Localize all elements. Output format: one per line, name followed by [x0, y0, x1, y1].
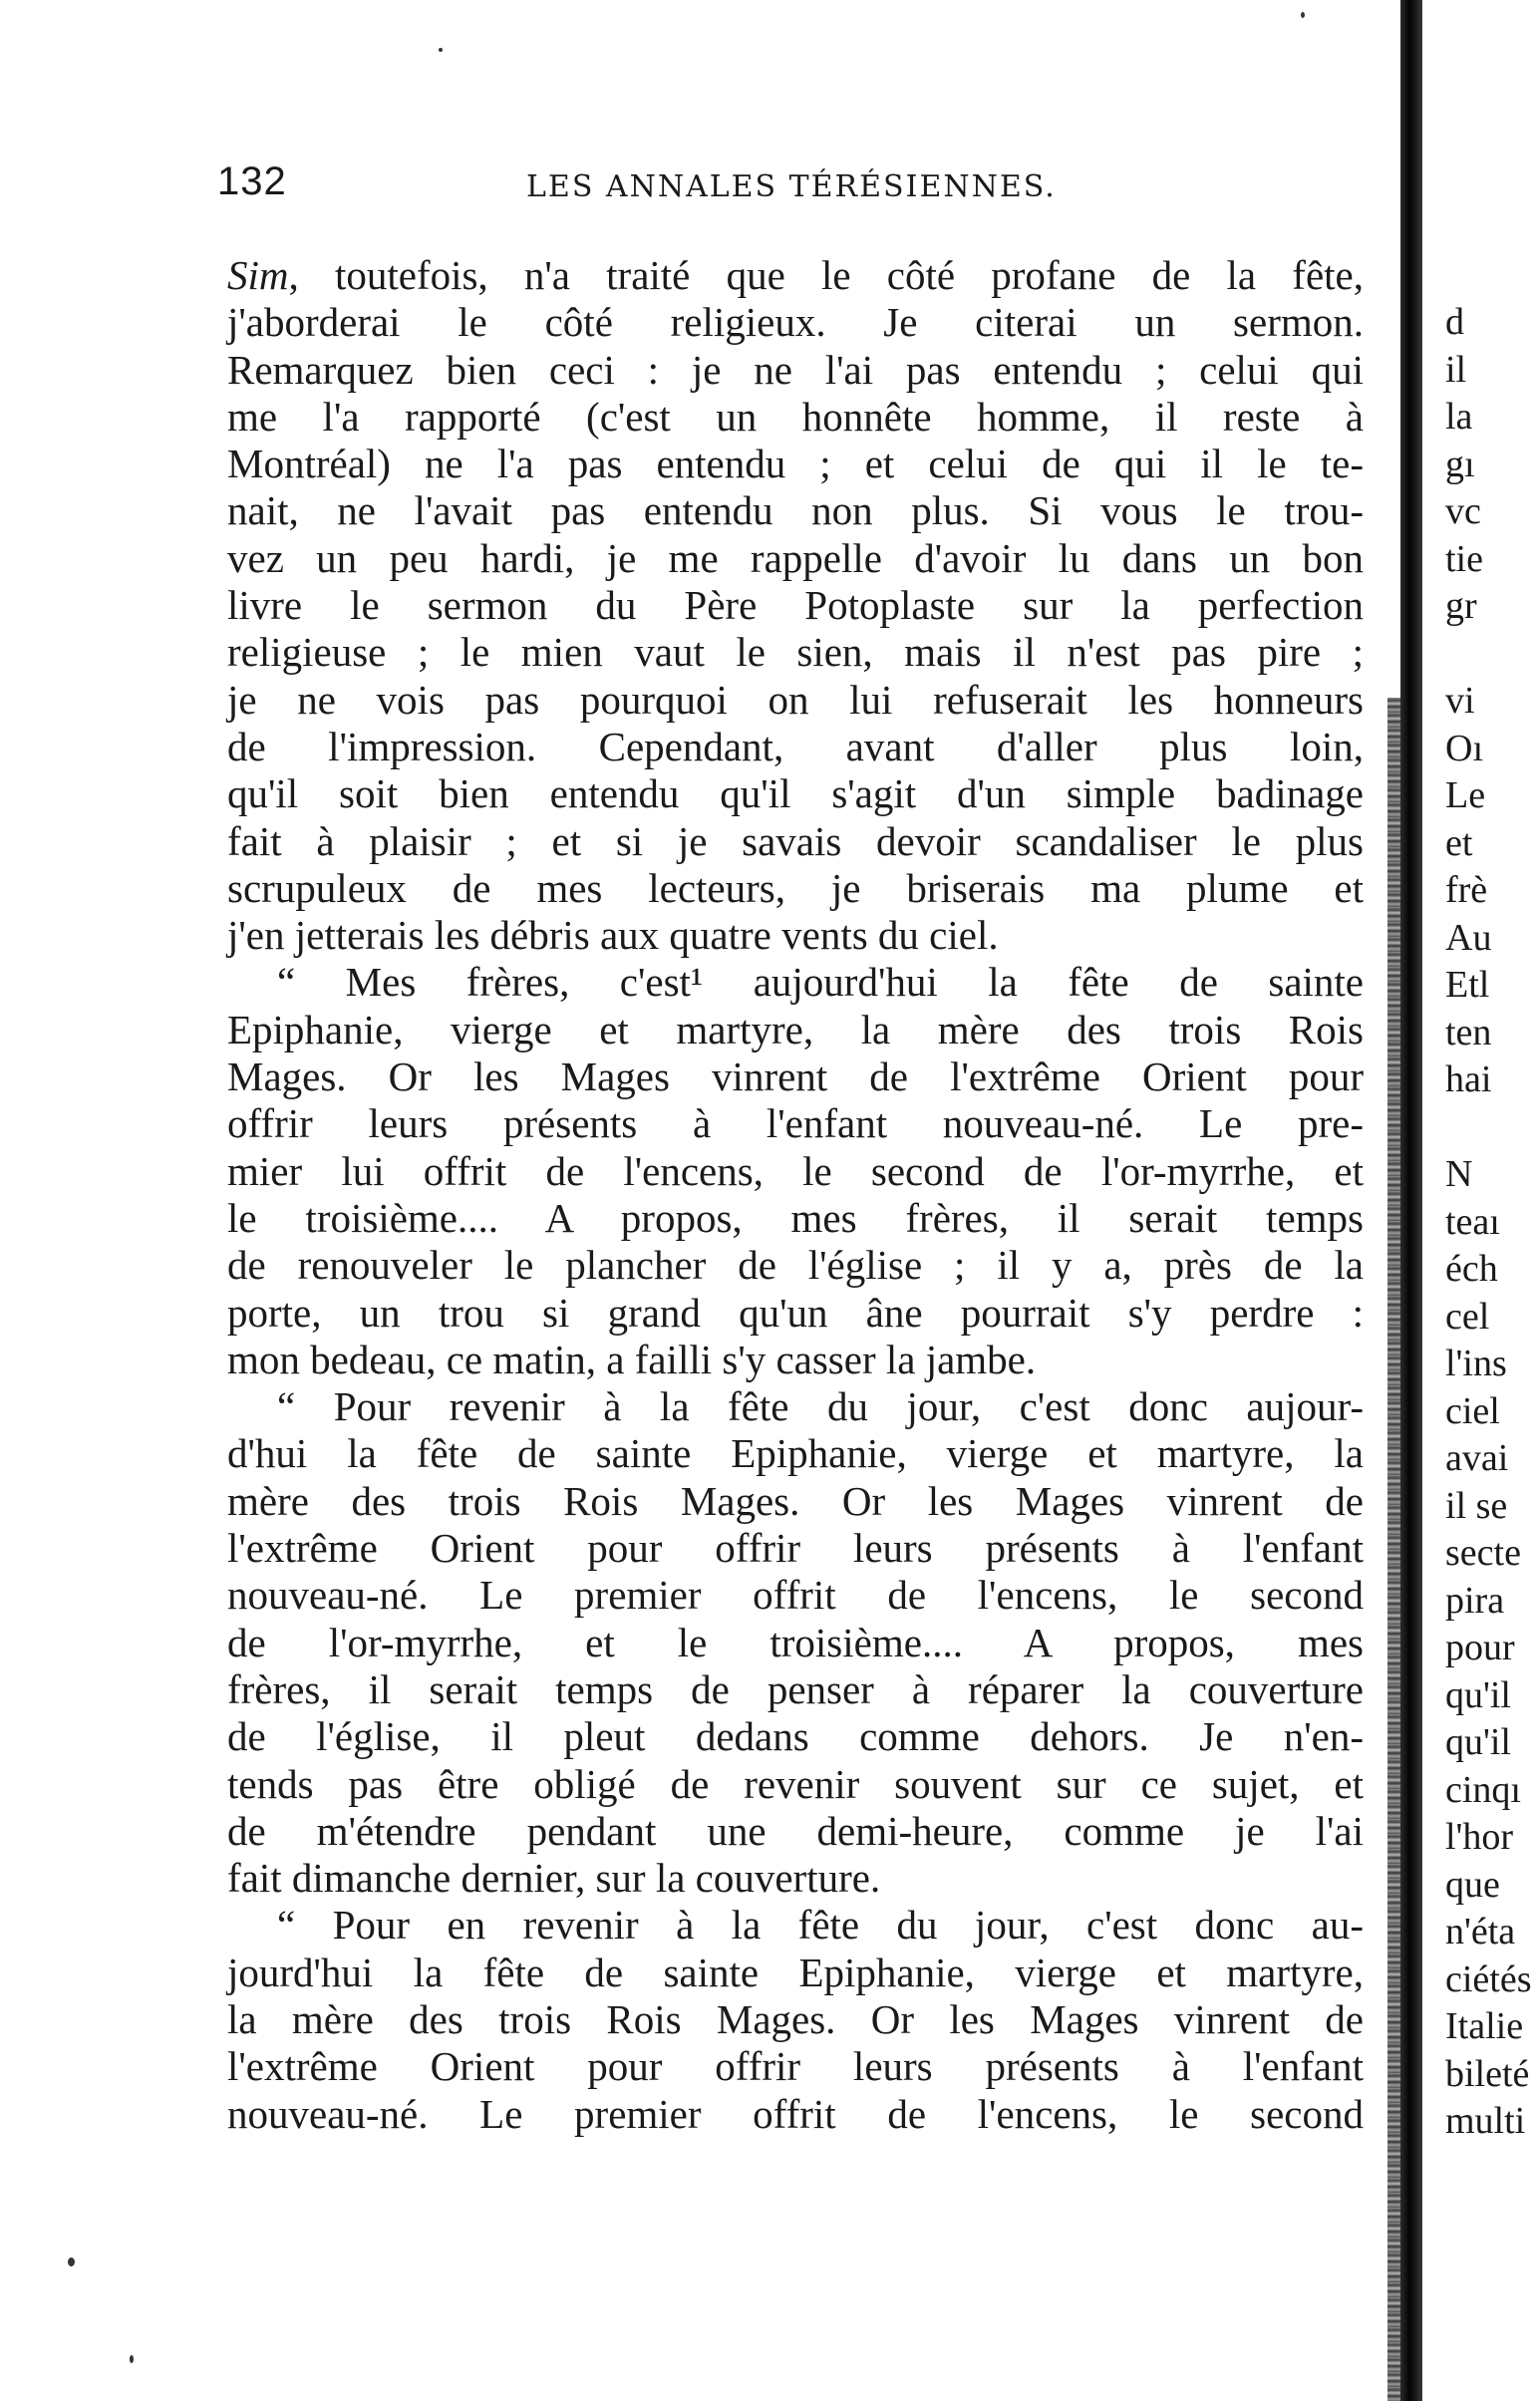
facing-page-fragment: n'éta	[1445, 1911, 1516, 1952]
text-line: j'en jetterais les débris aux quatre vents du ciel.	[227, 912, 999, 959]
text-line: religieuse ; le mien vaut le sien, mais il n'est pas pire ;	[227, 629, 1364, 676]
running-title: LES ANNALES TÉRÉSIENNES.	[526, 169, 1057, 204]
text-line: nouveau-né. Le premier offrit de l'encens, le second	[227, 1572, 1364, 1619]
text-line: de l'impression. Cependant, avant d'aller plus loin,	[227, 723, 1364, 769]
facing-page-fragment: éch	[1445, 1248, 1498, 1290]
italic-word: Sim	[227, 252, 289, 298]
text-line: jourd'hui la fête de sainte Epiphanie, vierge et martyre,	[227, 1949, 1364, 1995]
facing-page-fragment: que	[1445, 1863, 1500, 1906]
text-line: mon bedeau, ce matin, a failli s'y casser la jambe.	[227, 1336, 1037, 1382]
facing-page-fragment: la	[1445, 396, 1473, 438]
facing-page-fragment	[1445, 1104, 1540, 1152]
text-line: scrupuleux de mes lecteurs, je briserais ma plume et	[227, 864, 1364, 911]
text-line: l'extrême Orient pour offrir leurs présents à l'enfant	[227, 1525, 1364, 1572]
facing-page-fragment	[1445, 631, 1540, 679]
text-line: de l'église, il pleut dedans comme dehors. Je n'en-	[227, 1713, 1364, 1760]
facing-page-fragment: teaı	[1445, 1200, 1500, 1243]
text-line: l'extrême Orient pour offrir leurs présents à l'enfant	[227, 2043, 1364, 2090]
text-line: Mages. Or les Mages vinrent de l'extrême Orient pour	[227, 1053, 1364, 1100]
text-line: le troisième.... A propos, mes frères, il serait temps	[227, 1194, 1364, 1241]
facing-page-text-fragments	[1445, 299, 1540, 2146]
facing-page-fragment: il	[1445, 348, 1467, 391]
text-line: la mère des trois Rois Mages. Or les Mages vinrent de	[227, 1995, 1364, 2042]
facing-page-fragment: l'hor	[1445, 1816, 1514, 1858]
facing-page-fragment: tie	[1445, 537, 1483, 580]
text-line: de m'étendre pendant une demi-heure, comme je l'ai	[227, 1807, 1364, 1854]
text-line: mier lui offrit de l'encens, le second de l'or-myrrhe, et	[227, 1147, 1364, 1194]
text-line: de renouveler le plancher de l'église ; il y a, près de la	[227, 1242, 1364, 1289]
facing-page-fragment: ciétés	[1445, 1957, 1532, 2000]
facing-page-fragment: avai	[1445, 1437, 1509, 1479]
text-line: nait, ne l'avait pas entendu non plus. Si vous le trou-	[227, 487, 1364, 534]
text-line: fait dimanche dernier, sur la couverture.	[227, 1855, 881, 1902]
facing-page-fragment: vc	[1445, 490, 1481, 532]
facing-page-fragment: pira	[1445, 1579, 1505, 1622]
facing-page-fragment: Oı	[1445, 727, 1483, 769]
facing-page-fragment: cel	[1445, 1295, 1490, 1338]
facing-page-fragment: il se	[1445, 1484, 1508, 1527]
text-line: je ne vois pas pourquoi on lui refuserait les honneurs	[227, 676, 1364, 723]
facing-page-fragment: N	[1445, 1153, 1473, 1195]
text-line: nouveau-né. Le premier offrit de l'encens, le second	[227, 2090, 1364, 2137]
text-line: “ Mes frères, c'est¹ aujourd'hui la fête de sainte	[277, 959, 1364, 1006]
text-line: Epiphanie, vierge et martyre, la mère des trois Rois	[227, 1006, 1364, 1052]
facing-page-fragment: secte	[1445, 1532, 1521, 1574]
facing-page-fragment: frè	[1445, 869, 1488, 911]
text-line: de l'or-myrrhe, et le troisième.... A propos, mes	[227, 1619, 1364, 1665]
facing-page-fragment: gı	[1445, 443, 1475, 485]
text-line: vez un peu hardi, je me rappelle d'avoir lu dans un bon	[227, 534, 1364, 581]
facing-page-fragment: qu'il	[1445, 1673, 1511, 1716]
facing-page-fragment: et	[1445, 821, 1473, 864]
text-line: offrir leurs présents à l'enfant nouveau-né. Le pre-	[227, 1100, 1364, 1147]
facing-page-fragment: cinqı	[1445, 1768, 1521, 1811]
text-line: tends pas être obligé de revenir souvent sur ce sujet, et	[227, 1760, 1364, 1807]
text-line: Remarquez bien ceci : je ne l'ai pas entendu ; celui qui	[227, 346, 1364, 393]
facing-page-fragment: gr	[1445, 585, 1477, 627]
facing-page-fragment: Le	[1445, 774, 1486, 816]
text-line: livre le sermon du Père Potoplaste sur la perfection	[227, 582, 1364, 629]
body-text	[227, 252, 1364, 2138]
text-line: j'aborderai le côté religieux. Je citerai un sermon.	[227, 299, 1364, 346]
page-number: 132	[217, 159, 287, 203]
book-gutter	[1400, 0, 1422, 2401]
text-line: frères, il serait temps de penser à réparer la couverture	[227, 1665, 1364, 1712]
text-line: qu'il soit bien entendu qu'il s'agit d'un simple badinage	[227, 770, 1364, 817]
facing-page-fragment: ciel	[1445, 1389, 1500, 1432]
facing-page-fragment: l'ins	[1445, 1343, 1507, 1384]
facing-page-fragment: hai	[1445, 1058, 1492, 1100]
text-line: porte, un trou si grand qu'un âne pourrait s'y perdre :	[227, 1289, 1364, 1336]
facing-page-fragment: multi	[1445, 2100, 1526, 2142]
facing-page-fragment: qu'il	[1445, 1721, 1511, 1763]
text-line: Montréal) ne l'a pas entendu ; et celui de qui il le te-	[227, 441, 1364, 487]
facing-page-fragment: Au	[1445, 916, 1492, 959]
facing-page-fragment: d	[1445, 301, 1464, 343]
facing-page-fragment: vi	[1445, 680, 1475, 722]
text-line: “ Pour revenir à la fête du jour, c'est donc aujour-	[277, 1383, 1364, 1430]
text-line: d'hui la fête de sainte Epiphanie, vierge et martyre, la	[227, 1430, 1364, 1477]
facing-page-fragment: Etl	[1445, 964, 1490, 1006]
facing-page-fragment: Italie	[1445, 2005, 1524, 2047]
facing-page-fragment: ten	[1445, 1011, 1492, 1053]
text-line: “ Pour en revenir à la fête du jour, c'est donc au-	[277, 1902, 1364, 1949]
text-line: mère des trois Rois Mages. Or les Mages vinrent de	[227, 1477, 1364, 1524]
text-line: Sim, toutefois, n'a traité que le côté profane de la fête,	[227, 252, 1364, 298]
text-line: fait à plaisir ; et si je savais devoir scandaliser le plus	[227, 817, 1364, 864]
facing-page-fragment: pour	[1445, 1627, 1515, 1668]
facing-page-fragment: bileté	[1445, 2052, 1530, 2095]
text-line: me l'a rapporté (c'est un honnête homme, il reste à	[227, 393, 1364, 440]
page-header	[217, 159, 1075, 209]
